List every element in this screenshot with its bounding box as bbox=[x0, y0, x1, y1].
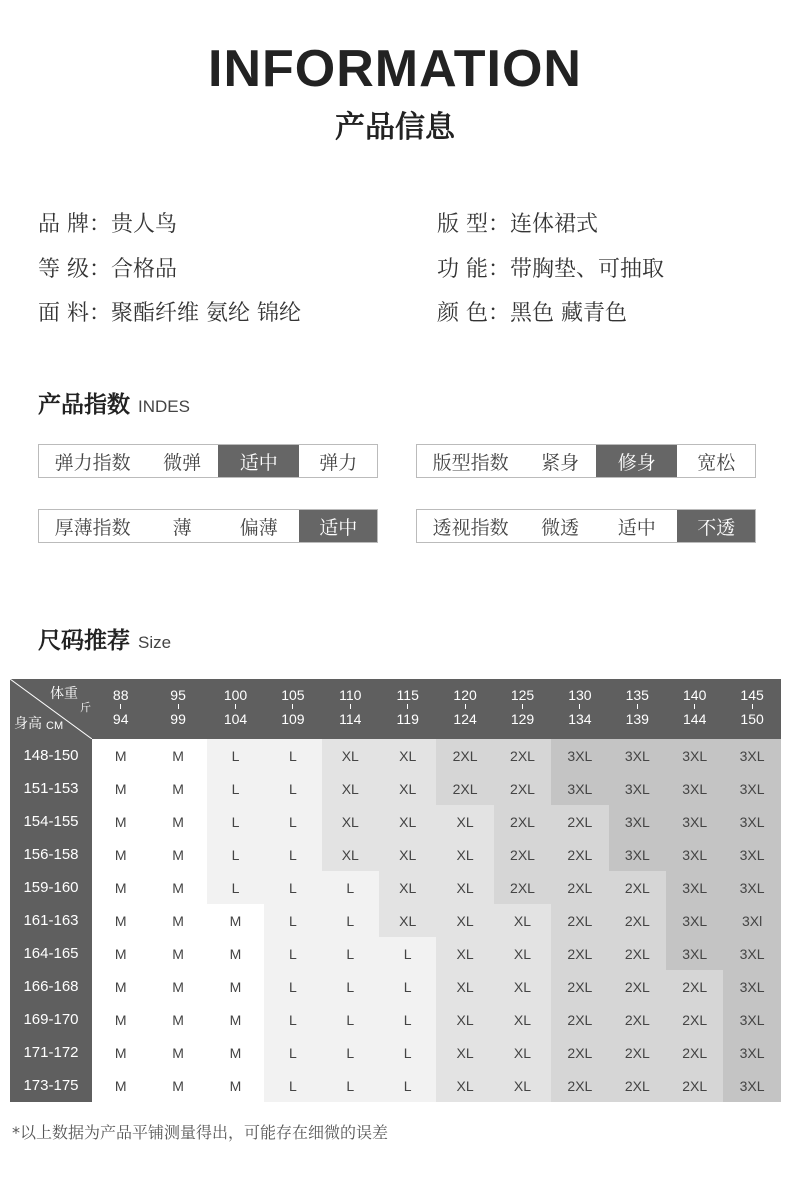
weight-min: 88 bbox=[112, 687, 129, 703]
info-fabric bbox=[38, 299, 301, 329]
size-cell: M bbox=[207, 937, 264, 970]
size-cell: L bbox=[264, 805, 321, 838]
size-cell: XL bbox=[379, 772, 436, 805]
weight-max: 94 bbox=[112, 711, 129, 727]
size-cell: M bbox=[149, 739, 206, 772]
size-cell: L bbox=[379, 1036, 436, 1069]
size-cell: M bbox=[92, 1036, 149, 1069]
index-option: 薄 bbox=[172, 516, 192, 539]
size-cell: XL bbox=[436, 871, 493, 904]
index-option-selected: 修身 bbox=[596, 445, 678, 477]
weight-max: 99 bbox=[170, 711, 186, 727]
height-range-header: 161-163 bbox=[10, 904, 92, 937]
index-option: 偏薄 bbox=[239, 516, 278, 539]
weight-range-header bbox=[666, 684, 723, 730]
size-cell: 2XL bbox=[494, 772, 551, 805]
size-cell: 3XL bbox=[666, 904, 723, 937]
size-cell: 3XL bbox=[609, 805, 666, 838]
size-title-cn: 尺码推荐 bbox=[38, 628, 130, 654]
size-cell: 2XL bbox=[609, 1069, 666, 1102]
weight-min: 140 bbox=[683, 687, 707, 703]
size-cell: XL bbox=[436, 904, 493, 937]
size-cell: XL bbox=[379, 739, 436, 772]
info-label: 功 能： bbox=[437, 257, 510, 282]
size-cell: 2XL bbox=[666, 1069, 723, 1102]
size-cell: 2XL bbox=[436, 772, 493, 805]
size-cell: 2XL bbox=[666, 1003, 723, 1036]
size-cell: L bbox=[264, 838, 321, 871]
size-cell: M bbox=[92, 1003, 149, 1036]
size-cell: 3XL bbox=[666, 838, 723, 871]
weight-range-header bbox=[207, 684, 264, 730]
weight-max: 124 bbox=[453, 711, 477, 727]
weight-unit: 斤 bbox=[80, 701, 91, 714]
size-cell: XL bbox=[436, 1069, 493, 1102]
index-label: 版型指数 bbox=[432, 451, 509, 474]
height-range-header: 151-153 bbox=[10, 772, 92, 805]
size-cell: L bbox=[322, 1003, 379, 1036]
weight-range-header bbox=[551, 684, 608, 730]
size-cell: L bbox=[379, 937, 436, 970]
weight-max: 119 bbox=[396, 711, 419, 727]
index-title-en: INDES bbox=[138, 397, 190, 416]
index-label: 弹力指数 bbox=[54, 451, 131, 474]
size-cell: 3XL bbox=[609, 838, 666, 871]
size-cell: M bbox=[149, 871, 206, 904]
size-cell: 3XL bbox=[609, 772, 666, 805]
size-cell: XL bbox=[379, 805, 436, 838]
weight-max: 114 bbox=[339, 711, 362, 727]
weight-range-header bbox=[92, 684, 149, 730]
size-cell: XL bbox=[494, 1069, 551, 1102]
size-cell: 2XL bbox=[551, 904, 608, 937]
weight-range-header bbox=[149, 684, 206, 730]
size-cell: 3XL bbox=[723, 937, 780, 970]
size-cell: M bbox=[149, 937, 206, 970]
size-cell: 2XL bbox=[494, 871, 551, 904]
weight-min: 145 bbox=[740, 687, 764, 703]
weight-range-header bbox=[436, 684, 493, 730]
size-cell: XL bbox=[436, 805, 493, 838]
table-corner-header bbox=[10, 679, 92, 739]
size-title-en: Size bbox=[138, 633, 172, 652]
size-cell: L bbox=[322, 871, 379, 904]
size-cell: 2XL bbox=[609, 904, 666, 937]
size-cell: M bbox=[149, 1036, 206, 1069]
index-box bbox=[416, 444, 756, 478]
index-option: 紧身 bbox=[541, 451, 580, 474]
index-option: 宽松 bbox=[697, 451, 736, 474]
size-cell: L bbox=[264, 937, 321, 970]
height-range-header: 166-168 bbox=[10, 970, 92, 1003]
size-section-title bbox=[38, 625, 171, 659]
info-brand bbox=[38, 210, 177, 240]
size-cell: XL bbox=[322, 739, 379, 772]
size-cell: 2XL bbox=[551, 970, 608, 1003]
height-label: 身高 bbox=[14, 716, 42, 732]
size-cell: 3XL bbox=[723, 871, 780, 904]
info-label: 面 料： bbox=[38, 301, 111, 326]
size-cell: 2XL bbox=[666, 970, 723, 1003]
size-cell: 2XL bbox=[666, 1036, 723, 1069]
weight-min: 115 bbox=[396, 687, 419, 703]
size-cell: 3XL bbox=[551, 739, 608, 772]
size-cell: M bbox=[149, 805, 206, 838]
size-cell: XL bbox=[379, 838, 436, 871]
size-cell: M bbox=[92, 772, 149, 805]
size-cell: L bbox=[322, 1069, 379, 1102]
size-cell: 3XL bbox=[666, 772, 723, 805]
size-cell: M bbox=[92, 871, 149, 904]
size-table bbox=[10, 679, 781, 1105]
size-cell: 3XL bbox=[723, 739, 780, 772]
size-cell: 2XL bbox=[609, 1003, 666, 1036]
size-cell: 3XL bbox=[666, 937, 723, 970]
info-value: 带胸垫、可抽取 bbox=[510, 257, 665, 282]
weight-range-header bbox=[322, 684, 379, 730]
size-cell: 2XL bbox=[494, 805, 551, 838]
index-title-cn: 产品指数 bbox=[38, 392, 130, 418]
info-color bbox=[437, 299, 627, 329]
size-cell: 2XL bbox=[494, 739, 551, 772]
size-cell: M bbox=[207, 1003, 264, 1036]
weight-range-header bbox=[609, 684, 666, 730]
info-fit bbox=[437, 210, 598, 240]
size-cell: L bbox=[264, 739, 321, 772]
height-range-header: 159-160 bbox=[10, 871, 92, 904]
page-title-en: INFORMATION bbox=[208, 40, 582, 98]
size-cell: 2XL bbox=[551, 838, 608, 871]
page-title-cn: 产品信息 bbox=[335, 110, 455, 145]
size-cell: 2XL bbox=[551, 1003, 608, 1036]
size-cell: 3XL bbox=[666, 871, 723, 904]
size-cell: 2XL bbox=[551, 871, 608, 904]
size-cell: M bbox=[92, 937, 149, 970]
size-cell: XL bbox=[436, 970, 493, 1003]
size-cell: XL bbox=[494, 1036, 551, 1069]
weight-max: 104 bbox=[223, 711, 248, 727]
weight-label: 体重 bbox=[50, 686, 78, 702]
weight-max: 134 bbox=[568, 711, 592, 727]
size-cell: 2XL bbox=[609, 1036, 666, 1069]
info-grade bbox=[38, 255, 177, 285]
height-range-header: 148-150 bbox=[10, 739, 92, 772]
index-option-selected: 不透 bbox=[677, 510, 755, 542]
size-cell: M bbox=[149, 1003, 206, 1036]
index-box bbox=[38, 509, 378, 543]
size-cell: L bbox=[264, 772, 321, 805]
size-cell: L bbox=[207, 871, 264, 904]
size-cell: L bbox=[264, 970, 321, 1003]
size-cell: 3XL bbox=[723, 970, 780, 1003]
size-cell: 3XL bbox=[723, 772, 780, 805]
weight-max: 109 bbox=[281, 711, 305, 727]
size-cell: L bbox=[207, 838, 264, 871]
weight-range-header bbox=[494, 684, 551, 730]
size-cell: L bbox=[207, 772, 264, 805]
height-range-header: 156-158 bbox=[10, 838, 92, 871]
size-cell: 2XL bbox=[551, 937, 608, 970]
size-cell: 3XL bbox=[666, 739, 723, 772]
size-cell: M bbox=[149, 772, 206, 805]
weight-range-header bbox=[379, 684, 436, 730]
index-option-selected: 适中 bbox=[218, 445, 300, 477]
size-cell: 3XL bbox=[723, 838, 780, 871]
weight-min: 105 bbox=[281, 687, 305, 703]
info-label: 品 牌： bbox=[38, 212, 111, 237]
size-cell: XL bbox=[494, 937, 551, 970]
size-cell: 3XL bbox=[723, 805, 780, 838]
index-box bbox=[416, 509, 756, 543]
weight-max: 144 bbox=[683, 711, 707, 727]
size-cell: 3XL bbox=[551, 772, 608, 805]
size-cell: M bbox=[92, 904, 149, 937]
index-option: 微弹 bbox=[163, 451, 202, 474]
index-label: 透视指数 bbox=[432, 516, 509, 539]
size-cell: L bbox=[379, 1003, 436, 1036]
size-cell: XL bbox=[379, 904, 436, 937]
index-option: 微透 bbox=[541, 516, 580, 539]
size-cell: 3XL bbox=[666, 805, 723, 838]
size-cell: XL bbox=[494, 904, 551, 937]
size-cell: L bbox=[207, 739, 264, 772]
info-value: 合格品 bbox=[111, 257, 178, 282]
size-cell: XL bbox=[436, 838, 493, 871]
index-option: 适中 bbox=[617, 516, 656, 539]
height-range-header: 169-170 bbox=[10, 1003, 92, 1036]
size-cell: 3XL bbox=[723, 1069, 780, 1102]
size-cell: XL bbox=[494, 1003, 551, 1036]
footnote: *以上数据为产品平铺测量得出，可能存在细微的误差 bbox=[12, 1123, 389, 1142]
size-cell: 2XL bbox=[609, 970, 666, 1003]
size-cell: M bbox=[149, 970, 206, 1003]
size-cell: M bbox=[207, 1069, 264, 1102]
weight-max: 150 bbox=[740, 711, 764, 727]
size-cell: XL bbox=[379, 871, 436, 904]
size-cell: L bbox=[264, 871, 321, 904]
size-cell: M bbox=[92, 739, 149, 772]
size-cell: M bbox=[207, 970, 264, 1003]
size-cell: XL bbox=[436, 937, 493, 970]
info-value: 贵人鸟 bbox=[111, 212, 178, 237]
info-label: 版 型： bbox=[437, 212, 510, 237]
size-cell: L bbox=[379, 970, 436, 1003]
height-range-header: 154-155 bbox=[10, 805, 92, 838]
info-label: 等 级： bbox=[38, 257, 111, 282]
size-cell: L bbox=[322, 970, 379, 1003]
size-cell: L bbox=[264, 1036, 321, 1069]
weight-min: 135 bbox=[625, 687, 649, 703]
size-cell: M bbox=[149, 838, 206, 871]
weight-min: 110 bbox=[339, 687, 362, 703]
size-cell: M bbox=[207, 1036, 264, 1069]
size-cell: L bbox=[264, 1069, 321, 1102]
size-cell: XL bbox=[494, 970, 551, 1003]
height-range-header: 164-165 bbox=[10, 937, 92, 970]
size-cell: M bbox=[92, 970, 149, 1003]
size-cell: 3XL bbox=[723, 1003, 780, 1036]
height-unit: CM bbox=[46, 720, 64, 732]
size-cell: 3XL bbox=[723, 1036, 780, 1069]
size-cell: L bbox=[264, 1003, 321, 1036]
index-option-selected: 适中 bbox=[299, 510, 377, 542]
size-cell: M bbox=[92, 1069, 149, 1102]
weight-min: 125 bbox=[510, 687, 535, 703]
size-cell: XL bbox=[436, 1003, 493, 1036]
size-cell: 2XL bbox=[609, 871, 666, 904]
info-label: 颜 色： bbox=[437, 301, 510, 326]
size-cell: 3XL bbox=[609, 739, 666, 772]
size-cell: 2XL bbox=[551, 1069, 608, 1102]
size-cell: 2XL bbox=[609, 937, 666, 970]
info-value: 聚酯纤维 氨纶 锦纶 bbox=[111, 301, 301, 326]
weight-min: 120 bbox=[453, 687, 477, 703]
size-cell: M bbox=[92, 838, 149, 871]
weight-max: 139 bbox=[625, 711, 649, 727]
size-cell: M bbox=[207, 904, 264, 937]
index-label: 厚薄指数 bbox=[54, 516, 131, 539]
weight-min: 130 bbox=[568, 687, 592, 703]
size-cell: M bbox=[149, 1069, 206, 1102]
size-cell: L bbox=[322, 1036, 379, 1069]
weight-range-header bbox=[264, 684, 321, 730]
height-range-header: 171-172 bbox=[10, 1036, 92, 1069]
size-cell: 2XL bbox=[551, 1036, 608, 1069]
size-cell: L bbox=[264, 904, 321, 937]
size-cell: XL bbox=[322, 772, 379, 805]
size-cell: L bbox=[322, 904, 379, 937]
size-cell: 2XL bbox=[436, 739, 493, 772]
index-box bbox=[38, 444, 378, 478]
info-value: 黑色 藏青色 bbox=[510, 301, 627, 326]
size-cell: 2XL bbox=[494, 838, 551, 871]
size-cell: L bbox=[379, 1069, 436, 1102]
size-cell: M bbox=[92, 805, 149, 838]
size-cell: L bbox=[207, 805, 264, 838]
weight-range-header bbox=[723, 684, 780, 730]
index-option: 弹力 bbox=[319, 451, 358, 474]
weight-max: 129 bbox=[510, 711, 535, 727]
index-section-title bbox=[38, 389, 190, 423]
size-cell: L bbox=[322, 937, 379, 970]
weight-min: 95 bbox=[170, 687, 186, 703]
size-cell: XL bbox=[436, 1036, 493, 1069]
size-cell: XL bbox=[322, 838, 379, 871]
info-function bbox=[437, 255, 664, 285]
size-cell: XL bbox=[322, 805, 379, 838]
size-cell: 3Xl bbox=[723, 904, 780, 937]
size-cell: M bbox=[149, 904, 206, 937]
weight-min: 100 bbox=[223, 687, 248, 703]
height-range-header: 173-175 bbox=[10, 1069, 92, 1102]
info-value: 连体裙式 bbox=[510, 212, 599, 237]
size-cell: 2XL bbox=[551, 805, 608, 838]
